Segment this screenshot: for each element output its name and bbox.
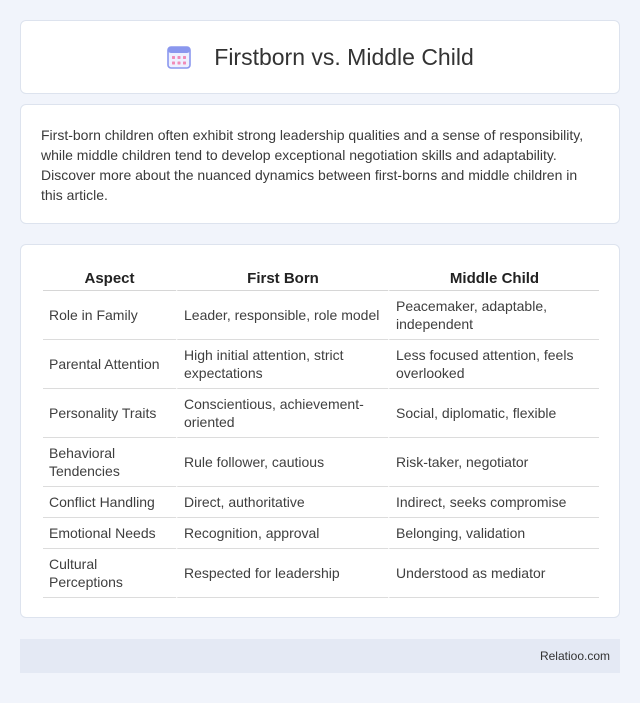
middle-child-cell: Less focused attention, feels overlooked [388, 340, 599, 389]
table-row [43, 340, 599, 389]
footer-brand-link[interactable]: Relatioo.com [539, 649, 610, 663]
aspect-cell: Emotional Needs [43, 518, 176, 549]
column-header-first-born: First Born [176, 263, 388, 291]
middle-child-cell: Peacemaker, adaptable, independent [388, 291, 599, 340]
intro-text: First-born children often exhibit strong leadership qualities and a sense of responsibility, while middle children tend to develop exceptional negotiation skills and adaptability. Discover more about the nuanced dynamics between first-borns and middle children in this article. [41, 127, 584, 203]
calendar-icon [166, 44, 192, 70]
column-header-aspect: Aspect [43, 263, 176, 291]
aspect-cell: Cultural Perceptions [43, 549, 176, 598]
aspect-cell: Parental Attention [43, 340, 176, 389]
first-born-cell: Rule follower, cautious [176, 438, 388, 487]
aspect-cell: Behavioral Tendencies [43, 438, 176, 487]
middle-child-cell: Risk-taker, negotiator [388, 438, 599, 487]
footer [20, 639, 620, 673]
middle-child-cell: Belonging, validation [388, 518, 599, 549]
first-born-cell: Leader, responsible, role model [176, 291, 388, 340]
table-row [43, 549, 599, 598]
page-title: Firstborn vs. Middle Child [214, 43, 474, 70]
table-header-row [43, 263, 599, 291]
aspect-cell: Role in Family [43, 291, 176, 340]
middle-child-cell: Indirect, seeks compromise [388, 487, 599, 518]
aspect-cell: Conflict Handling [43, 487, 176, 518]
first-born-cell: Conscientious, achievement-oriented [176, 389, 388, 438]
intro-card [20, 104, 620, 224]
title-card [20, 20, 620, 94]
column-header-middle-child: Middle Child [388, 263, 599, 291]
first-born-cell: High initial attention, strict expectations [176, 340, 388, 389]
first-born-cell: Recognition, approval [176, 518, 388, 549]
first-born-cell: Respected for leadership [176, 549, 388, 598]
first-born-cell: Direct, authoritative [176, 487, 388, 518]
table-row [43, 487, 599, 518]
comparison-card [20, 244, 620, 618]
table-row [43, 389, 599, 438]
table-row [43, 438, 599, 487]
table-row [43, 518, 599, 549]
middle-child-cell: Understood as mediator [388, 549, 599, 598]
comparison-table [43, 263, 599, 598]
aspect-cell: Personality Traits [43, 389, 176, 438]
table-row [43, 291, 599, 340]
middle-child-cell: Social, diplomatic, flexible [388, 389, 599, 438]
